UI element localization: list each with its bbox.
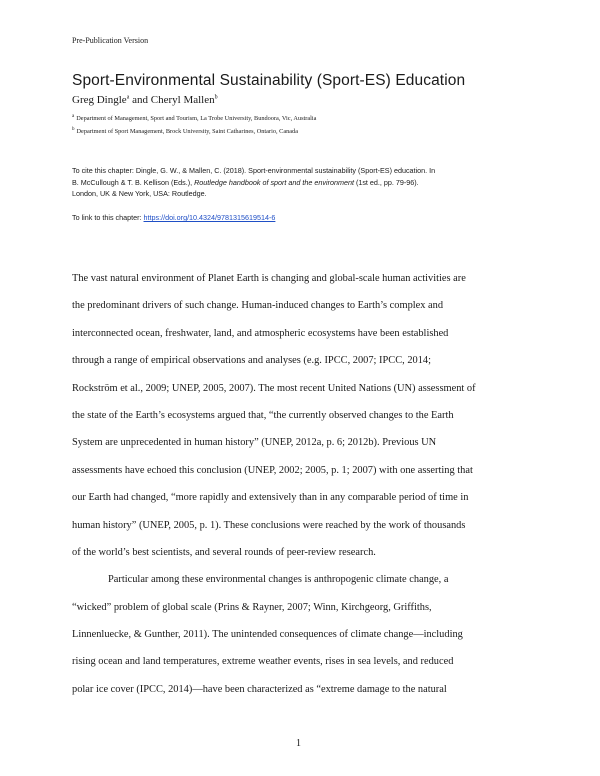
body-line: assessments have echoed this conclusion (UNEP, 2002; 2005, p. 1; 2007) with one asserting that xyxy=(72,464,473,476)
affiliation xyxy=(72,115,316,122)
citation-line xyxy=(72,177,542,189)
body-line: the predominant drivers of such change. Human-induced changes to Earth’s complex and xyxy=(72,300,444,312)
author-name: Greg Dingle xyxy=(72,94,127,106)
body-line: interconnected ocean, freshwater, land, and atmospheric ecosystems have been established xyxy=(72,327,449,339)
citation-book-title: Routledge handbook of sport and the environment xyxy=(194,177,354,187)
body-line: our Earth had changed, “more rapidly and extensively than in any comparable period of time in xyxy=(72,492,469,504)
citation-line: To cite this chapter: Dingle, G. W., & Mallen, C. (2018). Sport-environmental sustainability (Sport-ES) education. In xyxy=(72,166,436,175)
body-line: rising ocean and land temperatures, extreme weather events, rises in sea levels, and reduced xyxy=(72,656,454,668)
body-line: Rockström et al., 2009; UNEP, 2005, 2007). The most recent United Nations (UN) assessment of xyxy=(72,382,476,394)
body-line: The vast natural environment of Planet Earth is changing and global-scale human activities are xyxy=(72,273,466,284)
citation-edition-pages: (1st ed., pp. 79-96). xyxy=(353,177,419,187)
doi-link[interactable]: https://doi.org/10.4324/9781315619514-6 xyxy=(143,213,276,222)
body-line: human history” (UNEP, 2005, p. 1). These conclusions were reached by the work of thousands xyxy=(72,519,466,531)
body-line: Linnenluecke, & Gunther, 2011). The unintended consequences of climate change—including xyxy=(72,629,463,641)
author-conjunction: and xyxy=(129,94,151,106)
body-line: through a range of empirical observations and analyses (e.g. IPCC, 2007; IPCC, 2014; xyxy=(72,355,431,367)
running-header: Pre-Publication Version xyxy=(72,36,149,45)
affiliation-text: Department of Sport Management, Brock University, Saint Catharines, Ontario, Canada xyxy=(76,128,299,135)
body-line: of the world’s best scientists, and several rounds of peer-review research. xyxy=(72,546,376,558)
body-line: polar ice cover (IPCC, 2014)—have been characterized as “extreme damage to the natural xyxy=(72,683,447,695)
chapter-link-label: To link to this chapter: xyxy=(72,213,144,222)
citation-line: London, UK & New York, USA: Routledge. xyxy=(72,189,207,199)
author-affiliation-marker: b xyxy=(214,94,218,101)
author-affiliation-marker: a xyxy=(126,94,130,101)
body-line: Particular among these environmental changes is anthropogenic climate change, a xyxy=(108,574,449,586)
page-number: 1 xyxy=(296,738,301,749)
body-line: System are unprecedented in human history” (UNEP, 2012a, p. 6; 2012b). Previous UN xyxy=(72,437,437,449)
author-name: Cheryl Mallen xyxy=(150,94,215,106)
body-line: “wicked” problem of global scale (Prins & Rayner, 2007; Winn, Kirchgeorg, Griffiths, xyxy=(72,601,432,613)
body-line: the state of the Earth’s ecosystems argued that, “the currently observed changes to the Earth xyxy=(72,409,454,421)
affiliation xyxy=(72,128,298,135)
affiliation-marker: b xyxy=(72,126,75,132)
author-line xyxy=(72,94,218,106)
body-text xyxy=(72,272,542,710)
article-title: Sport-Environmental Sustainability (Sport-ES) Education xyxy=(72,72,466,89)
citation-editors: B. McCullough & T. B. Kellison (Eds.), xyxy=(72,177,195,187)
citation-block xyxy=(72,165,542,200)
affiliation-marker: a xyxy=(72,113,75,119)
chapter-link-line xyxy=(72,213,275,222)
affiliation-text: Department of Management, Sport and Tourism, La Trobe University, Bundoora, Vic, Australia xyxy=(76,115,317,122)
